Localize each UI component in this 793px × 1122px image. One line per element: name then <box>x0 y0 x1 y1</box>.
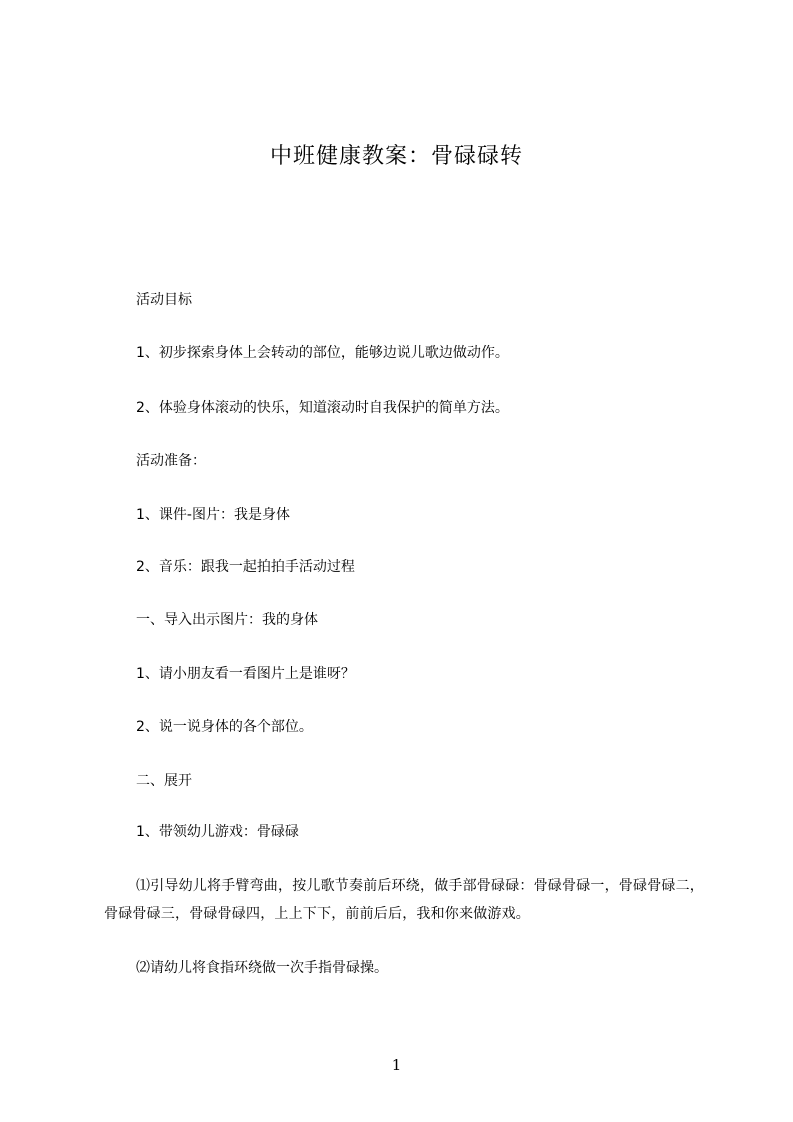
paragraph-step-2: 2、说一说身体的各个部位。 <box>136 719 313 735</box>
paragraph-game-1: 1、带领幼儿游戏：骨碌碌 <box>136 824 299 840</box>
paragraph-activity-goals: 活动目标 <box>136 292 192 308</box>
document-title: 中班健康教案：骨碌碌转 <box>269 144 523 169</box>
paragraph-goal-1: 1、初步探索身体上会转动的部位，能够边说儿歌边做动作。 <box>136 345 509 361</box>
page-number: 1 <box>391 1056 402 1074</box>
paragraph-step-1: 1、请小朋友看一看图片上是谁呀？ <box>136 666 355 682</box>
paragraph-prep-1: 1、课件-图片：我是身体 <box>136 507 290 523</box>
paragraph-game-1-finger: ⑵请幼儿将食指环绕做一次手指骨碌操。 <box>136 960 388 976</box>
paragraph-section-1: 一、导入出示图片：我的身体 <box>136 612 318 628</box>
paragraph-goal-2: 2、体验身体滚动的快乐，知道滚动时自我保护的简单方法。 <box>136 400 509 416</box>
paragraph-activity-prep: 活动准备： <box>136 453 206 469</box>
paragraph-game-1-detail: ⑴引导幼儿将手臂弯曲，按儿歌节奏前后环绕，做手部骨碌碌：骨碌骨碌一，骨碌骨碌二，骨碌骨碌三，骨碌骨碌四，上上下下，前前后后，我和你来做游戏。 <box>104 878 704 922</box>
paragraph-prep-2: 2、音乐：跟我一起拍拍手活动过程 <box>136 559 355 575</box>
paragraph-section-2: 二、展开 <box>136 773 192 789</box>
